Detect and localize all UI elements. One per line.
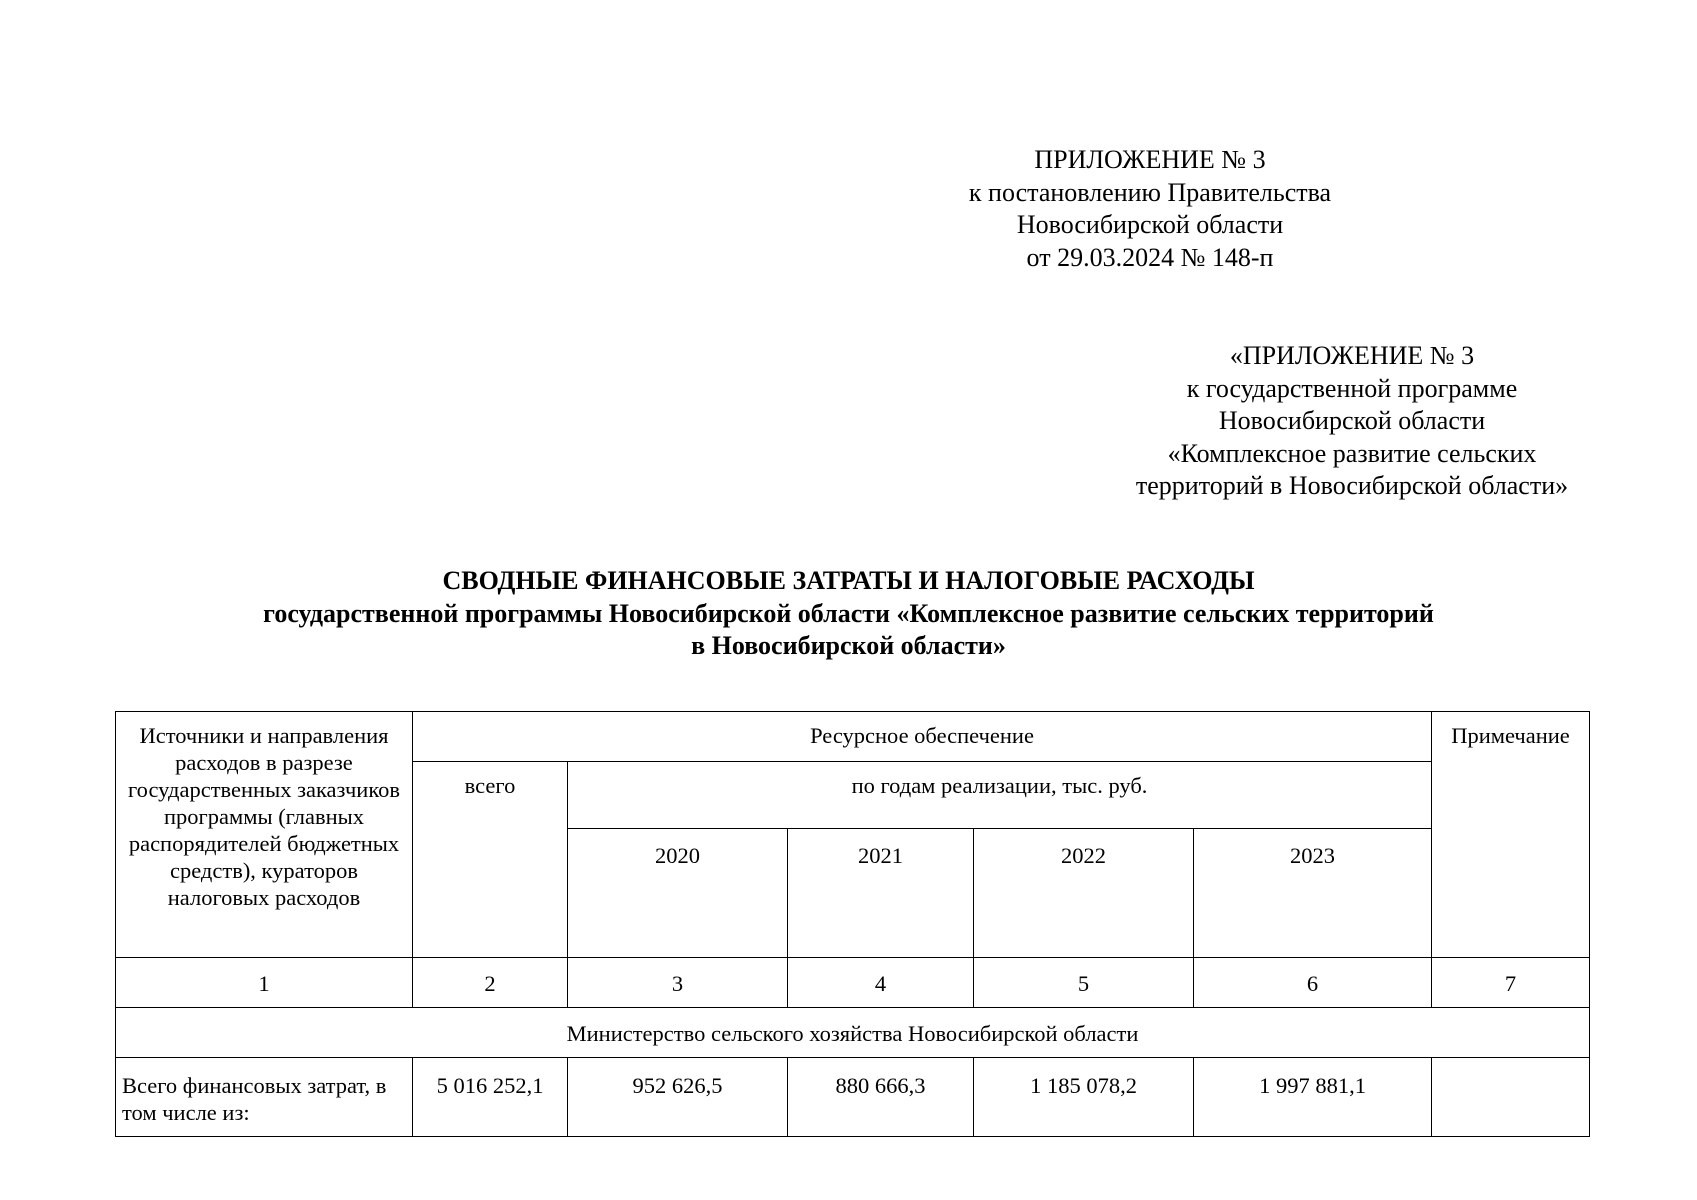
- header-note: Примечание: [1432, 712, 1590, 958]
- document-title: [0, 565, 1697, 663]
- program-annex-line: «Комплексное развитие сельских: [1167, 438, 1537, 468]
- header-year-2023: 2023: [1194, 829, 1432, 958]
- program-annex-header: [1072, 340, 1632, 503]
- program-annex-line: Новосибирской области: [1218, 406, 1486, 435]
- row-value-2020: 952 626,5: [568, 1058, 788, 1137]
- row-total: 5 016 252,1: [413, 1058, 568, 1137]
- table-row: [116, 1058, 1590, 1137]
- column-number: 3: [568, 958, 788, 1008]
- column-number: 2: [413, 958, 568, 1008]
- title-line: СВОДНЫЕ ФИНАНСОВЫЕ ЗАТРАТЫ И НАЛОГОВЫЕ РАСХОДЫ: [442, 566, 1255, 595]
- row-note: [1432, 1058, 1590, 1137]
- header-year-2020: 2020: [568, 829, 788, 958]
- annex-header-line: ПРИЛОЖЕНИЕ № 3: [1034, 145, 1266, 174]
- header-resources: Ресурсное обеспечение: [413, 712, 1432, 762]
- program-annex-line: «ПРИЛОЖЕНИЕ № 3: [1229, 341, 1475, 370]
- row-value-2021: 880 666,3: [788, 1058, 974, 1137]
- title-line: в Новосибирской области»: [691, 631, 1006, 660]
- title-line: государственной программы Новосибирской области «Комплексное развитие сельских территорий: [263, 598, 1434, 628]
- row-value-2023: 1 997 881,1: [1194, 1058, 1432, 1137]
- section-row: [116, 1008, 1590, 1058]
- header-total: всего: [413, 762, 568, 958]
- header-sources: Источники и направления расходов в разрезе государственных заказчиков программы (главных распорядителей бюджетных средств), кураторов налоговых расходов: [116, 712, 413, 958]
- program-annex-line: территорий в Новосибирской области»: [1135, 471, 1569, 500]
- section-title: Министерство сельского хозяйства Новосибирской области: [116, 1008, 1590, 1058]
- program-annex-line: к государственной программе: [1186, 373, 1518, 403]
- column-number: 1: [116, 958, 413, 1008]
- column-number: 5: [974, 958, 1194, 1008]
- annex-header-line: к постановлению Правительства: [968, 177, 1332, 207]
- annex-header-line: от 29.03.2024 № 148-п: [1026, 242, 1274, 272]
- row-value-2022: 1 185 078,2: [974, 1058, 1194, 1137]
- header-year-2021: 2021: [788, 829, 974, 958]
- column-number: 4: [788, 958, 974, 1008]
- header-by-years: по годам реализации, тыс. руб.: [568, 762, 1432, 829]
- annex-header-line: Новосибирской области: [1016, 210, 1284, 239]
- column-number: 6: [1194, 958, 1432, 1008]
- header-year-2022: 2022: [974, 829, 1194, 958]
- annex-header: [860, 144, 1440, 274]
- row-label: Всего финансовых затрат, в том числе из:: [116, 1058, 413, 1137]
- financial-summary-table: [115, 711, 1590, 1137]
- column-numbers-row: [116, 958, 1590, 1008]
- column-number: 7: [1432, 958, 1590, 1008]
